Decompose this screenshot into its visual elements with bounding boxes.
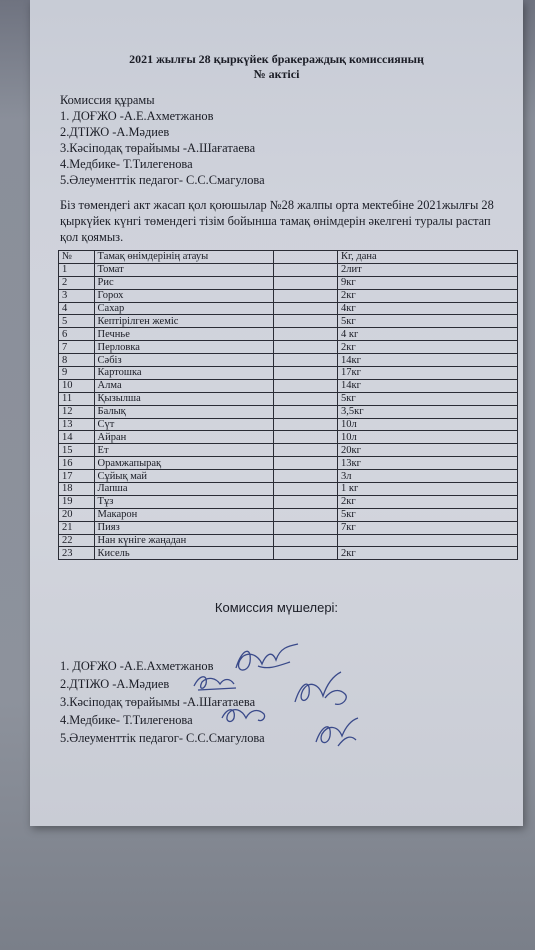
row-product: Картошка <box>94 367 274 380</box>
row-quantity: 5кг <box>338 392 518 405</box>
row-empty <box>274 457 338 470</box>
row-number: 4 <box>59 302 95 315</box>
row-number: 19 <box>59 495 95 508</box>
row-quantity: 10л <box>338 431 518 444</box>
row-empty <box>274 328 338 341</box>
row-product: Сұйық май <box>94 470 274 483</box>
row-quantity: 10л <box>338 418 518 431</box>
row-product: Томат <box>94 263 274 276</box>
row-product: Сахар <box>94 302 274 315</box>
commission-heading: Комиссия құрамы <box>60 93 155 107</box>
row-product: Орамжапырақ <box>94 457 274 470</box>
row-product: Макарон <box>94 508 274 521</box>
row-empty <box>274 315 338 328</box>
row-quantity: 17кг <box>338 367 518 380</box>
signer-2: 2.ДТІЖО -А.Мәдиев <box>60 677 170 691</box>
table-row <box>59 354 518 367</box>
row-product: Балық <box>94 405 274 418</box>
row-number: 23 <box>59 547 95 560</box>
table-row <box>59 534 518 547</box>
row-quantity: 5кг <box>338 508 518 521</box>
table-row <box>59 418 518 431</box>
row-quantity: 2кг <box>338 289 518 302</box>
row-empty <box>274 341 338 354</box>
signer-1: 1. ДОҒЖО -А.Е.Ахметжанов <box>60 659 214 673</box>
row-product: Сәбіз <box>94 354 274 367</box>
row-empty <box>274 470 338 483</box>
row-number: 22 <box>59 534 95 547</box>
row-quantity: 4 кг <box>338 328 518 341</box>
row-empty <box>274 354 338 367</box>
table-row <box>59 508 518 521</box>
member-3: 3.Кәсіподақ төрайымы -А.Шағатаева <box>60 141 256 155</box>
table-row <box>59 289 518 302</box>
row-quantity: 14кг <box>338 379 518 392</box>
row-empty <box>274 444 338 457</box>
row-number: 16 <box>59 457 95 470</box>
row-quantity: 2кг <box>338 547 518 560</box>
row-number: 8 <box>59 354 95 367</box>
products-table <box>58 250 518 560</box>
table-header-row <box>59 251 518 264</box>
row-quantity: 7кг <box>338 521 518 534</box>
row-quantity: 3,5кг <box>338 405 518 418</box>
member-1: 1. ДОҒЖО -А.Е.Ахметжанов <box>60 109 214 123</box>
row-product: Қызылша <box>94 392 274 405</box>
table-row <box>59 379 518 392</box>
row-number: 14 <box>59 431 95 444</box>
row-product: Печнье <box>94 328 274 341</box>
table-row <box>59 392 518 405</box>
document-sheet <box>30 0 523 826</box>
table-row <box>59 263 518 276</box>
row-empty <box>274 289 338 302</box>
table-row <box>59 341 518 354</box>
member-5: 5.Әлеументтік педагог- С.С.Смагулова <box>60 173 265 187</box>
table-row <box>59 328 518 341</box>
row-product: Кептірілген жеміс <box>94 315 274 328</box>
row-quantity: 2лит <box>338 263 518 276</box>
row-empty <box>274 418 338 431</box>
commission-members-title: Комиссия мүшелері: <box>214 600 339 615</box>
row-number: 7 <box>59 341 95 354</box>
row-empty <box>274 276 338 289</box>
act-title-line2: № актісі <box>253 67 300 81</box>
row-number: 3 <box>59 289 95 302</box>
row-number: 6 <box>59 328 95 341</box>
row-empty <box>274 483 338 496</box>
row-quantity: 1 кг <box>338 483 518 496</box>
signature-2-icon <box>190 668 250 696</box>
row-quantity <box>338 534 518 547</box>
act-title <box>30 52 523 82</box>
signature-4-icon <box>218 700 273 728</box>
table-row <box>59 547 518 560</box>
row-quantity: 2кг <box>338 341 518 354</box>
row-empty <box>274 263 338 276</box>
row-empty <box>274 495 338 508</box>
row-empty <box>274 405 338 418</box>
signature-3-icon <box>285 668 355 713</box>
row-product: Кисель <box>94 547 274 560</box>
row-product: Лапша <box>94 483 274 496</box>
row-quantity: 13кг <box>338 457 518 470</box>
act-title-line1: 2021 жылғы 28 қыркүйек бракераждық комиссияның <box>129 52 424 66</box>
member-4: 4.Медбике- Т.Тилегенова <box>60 157 193 171</box>
header-number: № <box>59 251 95 264</box>
row-number: 1 <box>59 263 95 276</box>
row-product: Горох <box>94 289 274 302</box>
row-quantity: 9кг <box>338 276 518 289</box>
table-row <box>59 405 518 418</box>
row-product: Алма <box>94 379 274 392</box>
table-row <box>59 367 518 380</box>
row-quantity: 14кг <box>338 354 518 367</box>
header-empty <box>274 251 338 264</box>
signer-5: 5.Әлеументтік педагог- С.С.Смагулова <box>60 731 265 745</box>
member-2: 2.ДТІЖО -А.Мәдиев <box>60 125 170 139</box>
row-empty <box>274 367 338 380</box>
row-number: 13 <box>59 418 95 431</box>
commission-composition <box>60 92 265 188</box>
row-product: Сүт <box>94 418 274 431</box>
header-product-name: Тамақ өнімдерінің атауы <box>94 251 274 264</box>
table-row <box>59 444 518 457</box>
row-quantity: 3л <box>338 470 518 483</box>
row-product: Пияз <box>94 521 274 534</box>
table-row <box>59 495 518 508</box>
row-product: Рис <box>94 276 274 289</box>
row-number: 2 <box>59 276 95 289</box>
row-product: Тұз <box>94 495 274 508</box>
row-number: 21 <box>59 521 95 534</box>
row-empty <box>274 392 338 405</box>
signer-4: 4.Медбике- Т.Тилегенова <box>60 713 193 727</box>
row-product: Нан күніге жаңадан <box>94 534 274 547</box>
header-quantity: Кг, дана <box>338 251 518 264</box>
table-row <box>59 483 518 496</box>
row-empty <box>274 379 338 392</box>
act-paragraph: Біз төмендегі акт жасап қол қоюшылар №28 жалпы орта мектебіне 2021жылғы 28 қыркүйек күнгі төмендегі тізім бойынша тамақ өнімдерін әкелгені туралы растап қол қоямыз. <box>60 198 494 244</box>
table-row <box>59 315 518 328</box>
table-row <box>59 302 518 315</box>
signer-3: 3.Кәсіподақ төрайымы -А.Шағатаева <box>60 695 256 709</box>
table-row <box>59 457 518 470</box>
row-empty <box>274 521 338 534</box>
table-row <box>59 276 518 289</box>
row-empty <box>274 431 338 444</box>
row-number: 15 <box>59 444 95 457</box>
row-empty <box>274 547 338 560</box>
row-empty <box>274 302 338 315</box>
row-number: 11 <box>59 392 95 405</box>
row-quantity: 5кг <box>338 315 518 328</box>
row-product: Айран <box>94 431 274 444</box>
row-empty <box>274 534 338 547</box>
table-row <box>59 470 518 483</box>
row-number: 17 <box>59 470 95 483</box>
row-empty <box>274 508 338 521</box>
row-number: 12 <box>59 405 95 418</box>
row-product: Ет <box>94 444 274 457</box>
row-number: 20 <box>59 508 95 521</box>
table-row <box>59 431 518 444</box>
row-number: 10 <box>59 379 95 392</box>
row-quantity: 2кг <box>338 495 518 508</box>
row-number: 9 <box>59 367 95 380</box>
row-number: 18 <box>59 483 95 496</box>
table-row <box>59 521 518 534</box>
row-product: Перловка <box>94 341 274 354</box>
row-quantity: 4кг <box>338 302 518 315</box>
row-number: 5 <box>59 315 95 328</box>
signature-5-icon <box>308 712 363 752</box>
row-quantity: 20кг <box>338 444 518 457</box>
